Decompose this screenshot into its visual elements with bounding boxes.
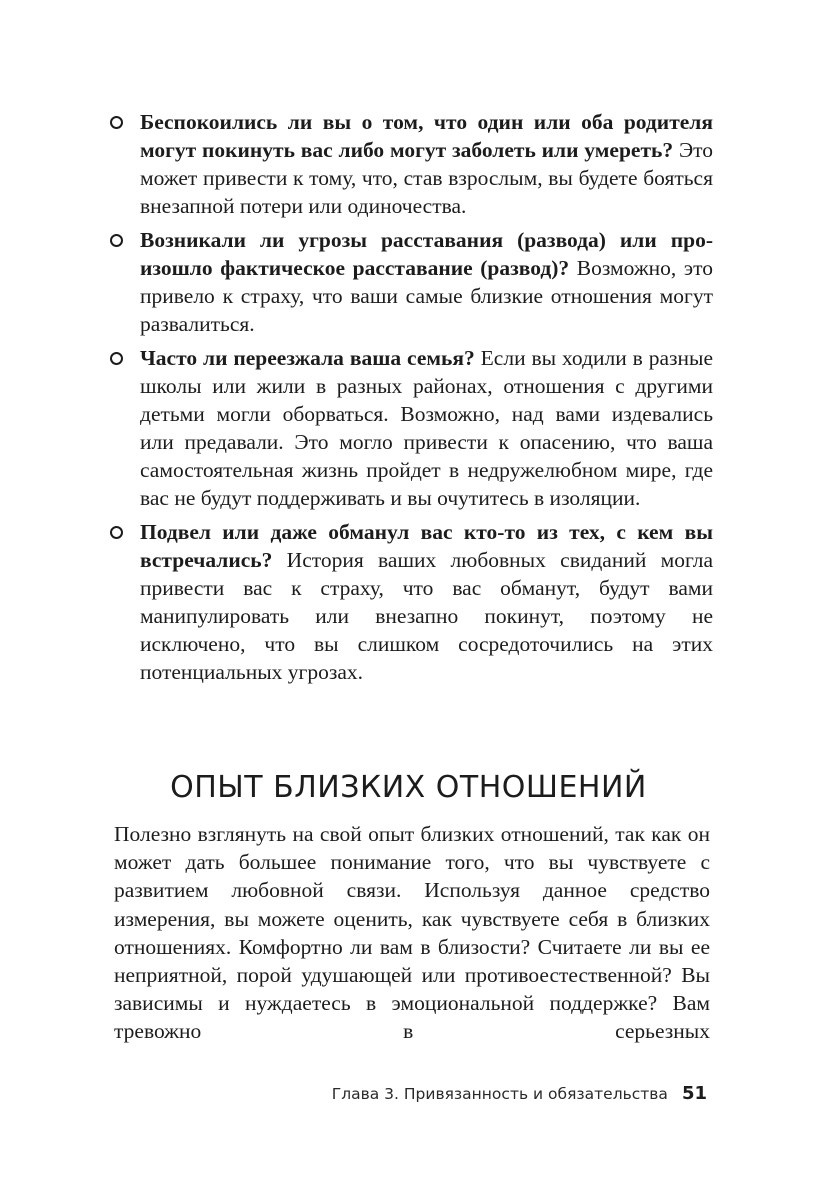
page-number: 51 [681, 1083, 707, 1104]
running-footer-chapter: Глава 3. Привязанность и обязательства [331, 1085, 668, 1103]
question-lead: Возникали ли угрозы расставания (развода) или произошло фактическое расставание (развод)? [140, 228, 713, 280]
section-heading: ОПЫТ БЛИЗКИХ ОТНОШЕНИЙ [170, 770, 647, 805]
question-lead: Беспокоились ли вы о том, что один или оба родителя могут покинуть вас либо могут заболеть или умереть? [140, 110, 713, 162]
circle-bullet-icon [110, 234, 123, 247]
list-item [108, 344, 713, 512]
section-paragraph: Полезно взглянуть на свой опыт близких отношений, так как он может дать большее понимание того, что вы чувствуете с развитием любовной связи. Используя данное средство измерения, вы можете оценить, как чувствуете себя в близких отношениях. Комфортно ли вам в близости? Считаете ли вы ее неприятной, порой удушающей или противоестественной? Вы зависимы и нуждаетесь в эмоциональной поддержке? Вам тревожно в серьезных [114, 822, 710, 1044]
circle-bullet-icon [110, 352, 123, 365]
list-item [108, 518, 713, 686]
question-text: Это может привести к тому, что, став взрослым, вы будете бояться внезапной потери или одиночества. [140, 138, 714, 218]
circle-bullet-icon [110, 526, 123, 539]
question-text: Возможно, это привело к страху, что ваши самые близкие отношения могут развалиться. [140, 256, 713, 336]
question-text: Если вы ходили в разные школы или жили в разных районах, отношения с другими детьми могли оборваться. Возможно, над вами издевались или предавали. Это могло привести к опасению, что ваша самостоятельная жизнь пройдет в недружелюбном мире, где вас не будут поддерживать и вы очутитесь в изоляции. [140, 346, 713, 510]
question-text: История ваших любовных свиданий могла привести вас к страху, что вас обманут, будут вами манипулировать или внезапно покинут, поэтому не исключено, что вы слишком сосредоточились на этих потенциальных угрозах. [140, 548, 713, 684]
circle-bullet-icon [110, 116, 123, 129]
list-item [108, 226, 713, 338]
page-footer [332, 1083, 707, 1104]
question-lead: Часто ли переезжала ваша семья? [140, 346, 475, 370]
question-lead: Подвел или даже обманул вас кто-то из тех, с кем вы встречались? [140, 520, 713, 572]
question-list [108, 108, 713, 692]
list-item [108, 108, 713, 220]
